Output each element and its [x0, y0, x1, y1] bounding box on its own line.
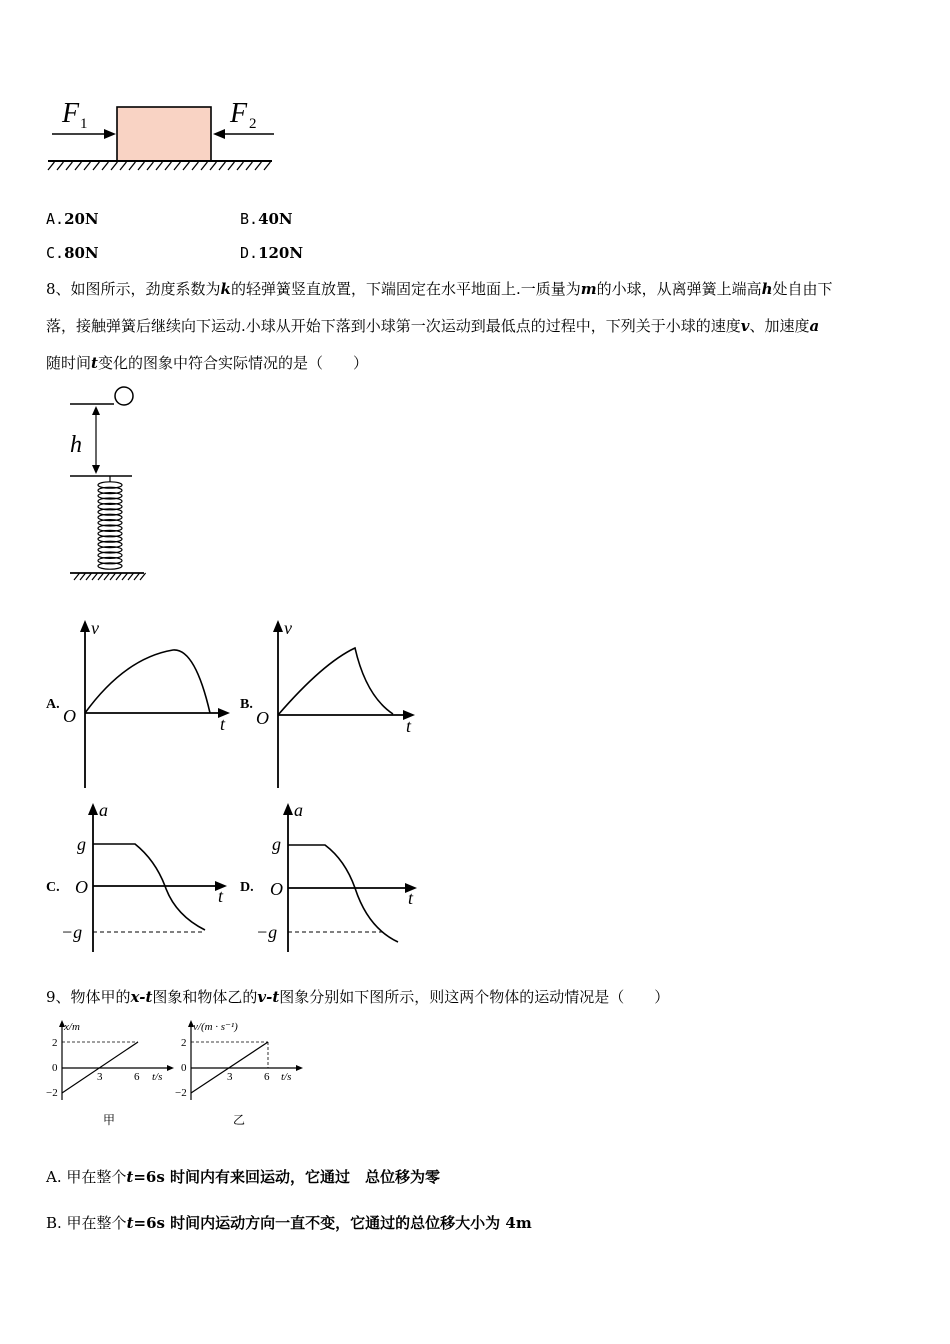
hatch-mark	[84, 162, 90, 170]
y-arrowhead	[283, 803, 293, 815]
hatch-mark	[98, 573, 104, 580]
hatch-mark	[201, 162, 207, 170]
hatch-mark	[128, 573, 134, 580]
text: =6s 时间内运动方向一直不变，它通过的总位移大小为 4m	[133, 1214, 532, 1232]
text: 落，接触弹簧后继续向下运动.小球从开始下落到小球第一次运动到最低点的过程中，下列关于小球的速度	[46, 317, 741, 335]
hatch-mark	[246, 162, 252, 170]
origin-label: O	[270, 879, 283, 899]
hatch-mark	[237, 162, 243, 170]
var-k: k	[220, 280, 231, 298]
hatch-mark	[111, 162, 117, 170]
var-h: h	[761, 280, 773, 298]
f2-arrowhead	[213, 129, 225, 139]
text: 的轻弹簧竖直放置，下端固定在水平地面上.一质量为	[230, 280, 581, 298]
text: 8、如图所示，劲度系数为	[46, 280, 221, 298]
option-d-label[interactable]: D.	[240, 880, 254, 895]
hatch-mark	[104, 573, 110, 580]
q9-option-b[interactable]	[46, 1213, 532, 1233]
velocity-curve	[278, 648, 393, 715]
x-arrowhead	[167, 1065, 174, 1071]
var-v: v	[740, 317, 750, 335]
prev-option-c[interactable]	[46, 244, 99, 262]
hatch-mark	[192, 162, 198, 170]
y-label: a	[99, 800, 108, 820]
velocity-curve	[85, 650, 210, 713]
height-arrowhead-down	[92, 465, 100, 474]
var-v-t: v-t	[257, 988, 280, 1006]
hatch-mark	[86, 573, 92, 580]
var-t: t	[126, 1214, 134, 1232]
graph-d	[250, 800, 430, 960]
origin-label: O	[75, 877, 88, 897]
neg-g-label: −g	[256, 922, 278, 942]
text: 、加速度	[749, 317, 810, 335]
spring-coils	[98, 476, 122, 569]
x-tick-6: 6	[264, 1071, 270, 1083]
x-label: t	[218, 886, 224, 906]
prev-option-a[interactable]	[46, 210, 99, 228]
text: A. 甲在整个	[46, 1168, 127, 1186]
y-label: v	[91, 618, 99, 638]
f2-subscript: 2	[249, 116, 257, 132]
graph-yi	[175, 1018, 315, 1133]
x-label: t	[220, 714, 226, 734]
f2-label: F	[230, 98, 248, 129]
var-m: m	[580, 280, 597, 298]
hatch-mark	[122, 573, 128, 580]
var-a: a	[809, 317, 820, 335]
height-arrowhead-up	[92, 406, 100, 415]
hatch-mark	[165, 162, 171, 170]
y-tick-0: 0	[52, 1062, 58, 1074]
acceleration-curve	[93, 844, 205, 930]
x-tick-6: 6	[134, 1071, 140, 1083]
hatch-mark	[92, 573, 98, 580]
y-label: a	[294, 800, 303, 820]
ball	[115, 387, 133, 405]
y-axis-label: v/(m · s⁻¹)	[193, 1021, 238, 1033]
x-label: t	[408, 888, 414, 908]
var-x-t: x-t	[130, 988, 153, 1006]
hatch-mark	[116, 573, 122, 580]
hatch-mark	[183, 162, 189, 170]
text: 的小球，从离弹簧上端高	[596, 280, 762, 298]
option-letter: A.	[46, 210, 65, 228]
g-label: g	[77, 834, 86, 854]
graph-b	[248, 618, 428, 793]
hatch-mark	[264, 162, 270, 170]
y-tick-0: 0	[181, 1062, 187, 1074]
neg-g-label: −g	[61, 922, 83, 942]
hatch-mark	[134, 573, 140, 580]
option-b-label[interactable]: B.	[240, 697, 253, 712]
text: 9、物体甲的	[46, 988, 131, 1006]
y-arrowhead	[80, 620, 90, 632]
hatch-mark	[255, 162, 261, 170]
hatch-mark	[219, 162, 225, 170]
hatch-mark	[174, 162, 180, 170]
hatch-mark	[147, 162, 153, 170]
option-value: 80N	[64, 244, 99, 262]
text: 图象分别如下图所示，则这两个物体的运动情况是（ ）	[279, 988, 670, 1006]
height-label: h	[70, 432, 82, 458]
f1-label: F	[62, 98, 80, 129]
hatch-mark	[129, 162, 135, 170]
var-t: t	[126, 1168, 134, 1186]
graph-caption: 乙	[233, 1113, 246, 1127]
ground-hatch	[48, 162, 270, 170]
graph-a	[55, 618, 235, 793]
y-tick-2: 2	[181, 1037, 187, 1049]
graph-jia	[40, 1018, 180, 1133]
q8-stem-line-3	[46, 353, 368, 373]
y-axis-label: x/m	[64, 1021, 80, 1033]
force-block-figure	[40, 90, 290, 180]
hatch-mark	[74, 573, 80, 580]
f1-arrowhead	[104, 129, 116, 139]
y-tick-neg2: −2	[175, 1087, 187, 1099]
hatch-mark	[48, 162, 54, 170]
hatch-mark	[66, 162, 72, 170]
x-axis-label: t/s	[152, 1071, 163, 1083]
x-tick-3: 3	[97, 1071, 103, 1083]
floor-hatch	[74, 573, 146, 580]
hatch-mark	[138, 162, 144, 170]
text: B. 甲在整个	[46, 1214, 127, 1232]
graph-caption: 甲	[103, 1113, 116, 1127]
q9-stem	[46, 987, 669, 1007]
y-tick-2: 2	[52, 1037, 58, 1049]
var-t: t	[91, 354, 98, 372]
acceleration-curve	[288, 845, 398, 942]
prev-option-b[interactable]	[240, 210, 293, 228]
hatch-mark	[102, 162, 108, 170]
hatch-mark	[93, 162, 99, 170]
option-a-label[interactable]: A.	[46, 697, 60, 712]
hatch-mark	[210, 162, 216, 170]
q8-stem-line-2	[46, 316, 819, 336]
q9-option-a[interactable]	[46, 1167, 440, 1187]
hatch-mark	[228, 162, 234, 170]
graph-c	[55, 800, 235, 960]
hatch-mark	[120, 162, 126, 170]
y-label: v	[284, 618, 292, 638]
option-value: 120N	[258, 244, 304, 262]
text: 处自由下	[772, 280, 833, 298]
hatch-mark	[80, 573, 86, 580]
y-tick-neg2: −2	[46, 1087, 58, 1099]
spring-figure	[60, 382, 160, 587]
hatch-mark	[57, 162, 63, 170]
option-letter: D.	[240, 244, 259, 262]
hatch-mark	[75, 162, 81, 170]
hatch-mark	[110, 573, 116, 580]
x-arrowhead	[296, 1065, 303, 1071]
x-axis-label: t/s	[281, 1071, 292, 1083]
text: 随时间	[46, 354, 92, 372]
option-value: 40N	[258, 210, 293, 228]
q8-stem-line-1	[46, 279, 833, 299]
x-label: t	[406, 716, 412, 736]
option-letter: B.	[240, 210, 259, 228]
y-arrowhead	[88, 803, 98, 815]
prev-option-d[interactable]	[240, 244, 303, 262]
hatch-mark	[156, 162, 162, 170]
origin-label: O	[63, 706, 76, 726]
block	[117, 107, 211, 161]
option-letter: C.	[46, 244, 65, 262]
text: 变化的图象中符合实际情况的是（ ）	[97, 354, 368, 372]
text: 图象和物体乙的	[152, 988, 258, 1006]
option-value: 20N	[64, 210, 99, 228]
x-tick-3: 3	[227, 1071, 233, 1083]
y-arrowhead	[273, 620, 283, 632]
text: =6s 时间内有来回运动，它通过 总位移为零	[133, 1168, 440, 1186]
hatch-mark	[140, 573, 146, 580]
g-label: g	[272, 834, 281, 854]
origin-label: O	[256, 708, 269, 728]
f1-subscript: 1	[80, 116, 88, 132]
option-c-label[interactable]: C.	[46, 880, 60, 895]
